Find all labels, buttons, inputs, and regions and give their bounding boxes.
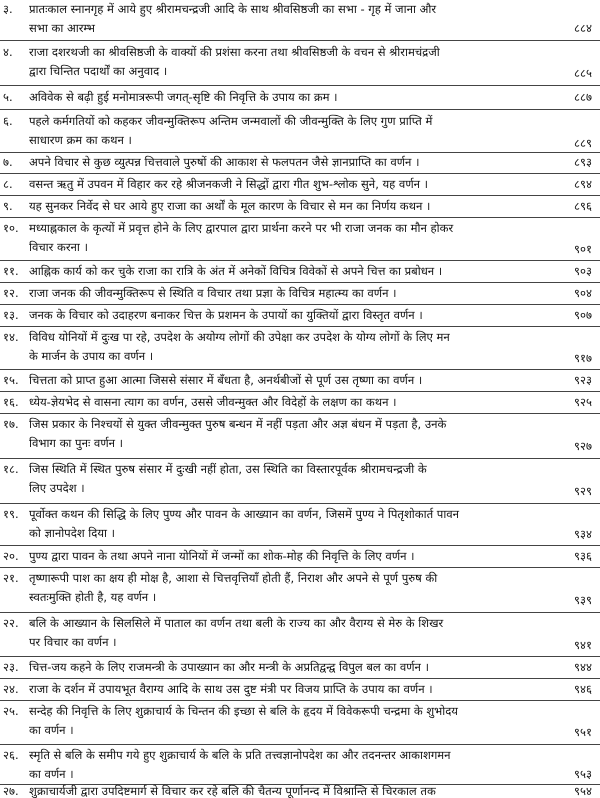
entry-title-line: बलि के आख्यान के सिलसिले में पाताल का वर्णन तथा बली के राज्य का और वैराग्य से मेरु के शिखर	[29, 616, 444, 630]
entry-divider	[0, 217, 600, 218]
entry-divider	[0, 85, 600, 86]
entry-page-number: ९५३	[574, 767, 592, 781]
entry-title	[29, 569, 549, 607]
entry-title	[29, 197, 549, 216]
entry-number: ११.	[3, 264, 19, 278]
entry-number: ८.	[3, 177, 13, 191]
entry-page-number: ९०७	[574, 308, 592, 322]
entry-page-number: ९४६	[574, 682, 592, 696]
entry-number: ९.	[3, 199, 13, 213]
entry-title	[29, 112, 549, 150]
entry-title-line: ध्येय-ज्ञेयभेद से वासना त्याग का वर्णन, उससे जीवन्मुक्त और विदेहों के लक्षण का कथन ।	[29, 395, 397, 409]
entry-title-line: द्वारा चिन्तित पदार्थों का अनुवाद ।	[29, 64, 168, 78]
entry-divider	[0, 304, 600, 305]
entry-title-line: अविवेक से बढ़ी हुई मनोमात्ररूपी जगत्-सृष्टि की निवृत्ति के उपाय का क्रम ।	[29, 90, 338, 104]
entry-title	[29, 0, 549, 38]
entry-title-line: विविध योनियों में दुःख पा रहे, उपदेश के अयोग्य लोगों की उपेक्षा कर उपदेश के योग्य लोगों के लिए मन	[29, 330, 450, 344]
entry-page-number: ९१७	[574, 351, 592, 365]
entry-title	[29, 262, 549, 281]
entry-page-number: ८८९	[574, 136, 592, 150]
entry-divider	[0, 369, 600, 370]
entry-title-line: राजा जनक की जीवन्मुक्तिरूप से स्थिति व विचार तथा प्रज्ञा के विचित्र महात्म्य का वर्णन ।	[29, 286, 397, 300]
entry-divider	[0, 458, 600, 459]
entry-title-line: पूर्वोक्त कथन की सिद्धि के लिए पुण्य और पावन के आख्यान का वर्णन, जिसमें पुण्य ने पितृशोकार्त पावन	[29, 507, 460, 521]
entry-number: २३.	[3, 660, 19, 674]
entry-number: २६.	[3, 748, 19, 762]
entry-title-line: तृष्णारूपी पाश का क्षय ही मोक्ष है, आशा से चित्तवृत्तियाँ होती हैं, निराश और अपने से पूर्ण पुरुष की	[29, 571, 438, 585]
entry-title	[29, 393, 549, 412]
entry-title-line: स्मृति से बलि के समीप गये हुए शुक्राचार्य के बलि के प्रति तत्त्वज्ञानोपदेश का और तदनन्तर आकाशगमन	[29, 748, 451, 762]
entry-title-line: स्वतःमुक्ति होती है, यह वर्णन ।	[29, 590, 157, 604]
entry-page-number: ८८७	[574, 90, 592, 104]
entry-page-number: ९२९	[574, 484, 592, 498]
entry-page-number: ९२५	[574, 395, 592, 409]
entry-divider	[0, 503, 600, 504]
entry-title-line: अपने विचार से कुछ व्युत्पन्न चित्तवाले पुरुषों की आकाश से फलपतन जैसे ज्ञानप्राप्ति का वर्णन ।	[29, 155, 420, 169]
entry-title	[29, 306, 549, 325]
entry-number: ५.	[3, 90, 13, 104]
entry-number: २४.	[3, 682, 19, 696]
entry-divider	[0, 612, 600, 613]
entry-number: १९.	[3, 507, 19, 521]
entry-divider	[0, 260, 600, 261]
entry-title-line: का वर्णन ।	[29, 767, 74, 781]
entry-divider	[0, 413, 600, 414]
entry-number: १३.	[3, 308, 19, 322]
entry-number: २१.	[3, 571, 19, 585]
entry-page-number: ९०४	[574, 286, 592, 300]
entry-page-number: ९३९	[574, 593, 592, 607]
entry-title-line: वसन्त ऋतु में उपवन में विहार कर रहे श्रीजनकजी ने सिद्धों द्वारा गीत शुभ-श्लोक सुने, यह वर्णन ।	[29, 177, 429, 191]
entry-title	[29, 88, 549, 107]
entry-page-number: ९४१	[574, 638, 592, 652]
entry-title	[29, 153, 549, 172]
entry-title	[29, 614, 549, 652]
entry-title	[29, 702, 549, 740]
entry-number: १६.	[3, 395, 19, 409]
entry-number: १०.	[3, 221, 19, 235]
entry-title-line: विचार करना ।	[29, 240, 88, 254]
entry-divider	[0, 545, 600, 546]
entry-number: ३.	[3, 2, 13, 16]
entry-title	[29, 785, 549, 797]
entry-divider	[0, 109, 600, 110]
entry-title-line: राजा दशरथजी का श्रीवसिष्ठजी के वाक्यों की प्रशंसा करना तथा श्रीवसिष्ठजी के वचन से श्रीरामचंद्रजी	[29, 45, 440, 59]
entry-title	[29, 284, 549, 303]
entry-page-number: ८८५	[574, 66, 592, 80]
entry-title	[29, 680, 549, 699]
entry-title-line: लिए उपदेश ।	[29, 481, 85, 495]
entry-divider	[0, 282, 600, 283]
entry-title	[29, 371, 549, 390]
entry-title	[29, 175, 549, 194]
entry-title-line: पर विचार का वर्णन ।	[29, 635, 117, 649]
entry-title-line: प्रातःकाल स्नानगृह में आये हुए श्रीरामचन्द्रजी आदि के साथ श्रीवसिष्ठजी का सभा - गृह में जाना और	[29, 2, 437, 16]
entry-divider	[0, 40, 600, 41]
entry-title-line: चित्तता को प्राप्त हुआ आत्मा जिससे संसार में बँधता है, अनर्थबीजों से पूर्ण उस तृष्णा का वर्णन ।	[29, 373, 423, 387]
entry-title-line: आह्निक कार्य को कर चुके राजा का रात्रि के अंत में अनेकों विचित्र विवेकों से अपने चित्त का प्रबोधन ।	[29, 264, 443, 278]
entry-page-number: ८८४	[574, 21, 592, 35]
entry-number: १७.	[3, 417, 19, 431]
entry-title-line: के मार्जन के उपाय का वर्णन ।	[29, 349, 154, 363]
entry-page-number: ९३६	[574, 549, 592, 563]
entry-title	[29, 43, 549, 81]
entry-title	[29, 219, 549, 257]
entry-page-number: ९२३	[574, 373, 592, 387]
entry-title	[29, 328, 549, 366]
entry-title	[29, 460, 549, 498]
entry-page-number: ८९६	[574, 199, 592, 213]
entry-title-line: जिस प्रकार के निश्चयों से युक्त जीवन्मुक्त पुरुष बन्धन में नहीं पड़ता और अज्ञ बंधन में पड़ता है, उनके	[29, 417, 447, 431]
entry-divider	[0, 391, 600, 392]
entry-title-line: मध्याह्नकाल के कृत्यों में प्रवृत्त होने के लिए द्वारपाल द्वारा प्रार्थना करने पर भी राजा जनक का मौन होकर	[29, 221, 454, 235]
entry-number: २५.	[3, 704, 19, 718]
entry-title-line: जिस स्थिति में स्थित पुरुष संसार में दुःखी नहीं होता, उस स्थिति का विस्तारपूर्वक श्रीरामचन्द्रजी के	[29, 462, 427, 476]
entry-page-number: ९०३	[574, 264, 592, 278]
entry-title-line: को ज्ञानोपदेश दिया ।	[29, 526, 116, 540]
entry-divider	[0, 195, 600, 196]
entry-number: २७.	[3, 784, 19, 798]
entry-title-line: सन्देह की निवृत्ति के लिए शुक्राचार्य के चिन्तन की इच्छा से बलि के हृदय में विवेकरूपी चन्द्रमा के शुभोदय	[29, 704, 458, 718]
entry-title-line: सभा का आरम्भ	[29, 21, 95, 35]
entry-page-number: ९२७	[574, 439, 592, 453]
entry-title-line: राजा के दर्शन में उपायभूत वैराग्य आदि के साथ उस दुष्ट मंत्री पर विजय प्राप्ति के उपाय का वर्णन ।	[29, 682, 433, 696]
entry-number: २०.	[3, 549, 19, 563]
entry-number: १४.	[3, 330, 19, 344]
entry-divider	[0, 744, 600, 745]
entry-title	[29, 746, 549, 784]
entry-title-line: शुक्राचार्यजी द्वारा उपदिष्टमार्ग से विचार कर रहे बलि की चैतन्य पूर्णानन्द में विश्रान्ति से चिरकाल तक	[29, 784, 436, 798]
entry-page-number: ९३४	[574, 527, 592, 541]
entry-number: २२.	[3, 616, 19, 630]
entry-divider	[0, 700, 600, 701]
entry-number: ६.	[3, 114, 13, 128]
entry-title-line: का वर्णन ।	[29, 723, 74, 737]
entry-number: ७.	[3, 155, 13, 169]
entry-title-line: विभाग का पुनः वर्णन ।	[29, 436, 124, 450]
entry-number: १५.	[3, 373, 19, 387]
entry-title-line: चित्त-जय कहने के लिए राजमन्त्री के उपाख्यान का और मन्त्री के अप्रतिद्वन्द्व विपुल बल का वर्णन ।	[29, 660, 429, 674]
entry-page-number: ९४४	[574, 660, 592, 674]
entry-divider	[0, 656, 600, 657]
entry-page-number: ९५४	[574, 784, 592, 798]
entry-divider	[0, 173, 600, 174]
entry-number: १२.	[3, 286, 19, 300]
entry-number: १८.	[3, 462, 19, 476]
entry-title	[29, 658, 549, 677]
entry-title	[29, 415, 549, 453]
entry-divider	[0, 567, 600, 568]
entry-title-line: जनक के विचार को उदाहरण बनाकर चित्त के प्रशमन के उपायों का युक्तियों द्वारा विस्तृत वर्णन ।	[29, 308, 423, 322]
entry-title-line: यह सुनकर निर्वेद से घर आये हुए राजा का अर्थों के मूल कारण के विचार से मन का निर्णय कथन ।	[29, 199, 431, 213]
entry-number: ४.	[3, 45, 13, 59]
entry-title	[29, 505, 549, 543]
entry-title	[29, 547, 549, 566]
entry-title-line: साधारण क्रम का कथन ।	[29, 133, 132, 147]
entry-page-number: ८९३	[574, 155, 592, 169]
entry-title-line: पहले कर्मगतियों को कहकर जीवन्मुक्तिरूप अन्तिम जन्मवालों की जीवन्मुक्ति के लिए गुण प्राप्ति में	[29, 114, 433, 128]
entry-page-number: ८९४	[574, 177, 592, 191]
entry-divider	[0, 326, 600, 327]
entry-page-number: ९५१	[574, 725, 592, 739]
entry-title-line: पुण्य द्वारा पावन के तथा अपने नाना योनियों में जन्मों का शोक-मोह की निवृत्ति के लिए वर्णन ।	[29, 549, 415, 563]
entry-divider	[0, 678, 600, 679]
entry-page-number: ९०१	[574, 242, 592, 256]
